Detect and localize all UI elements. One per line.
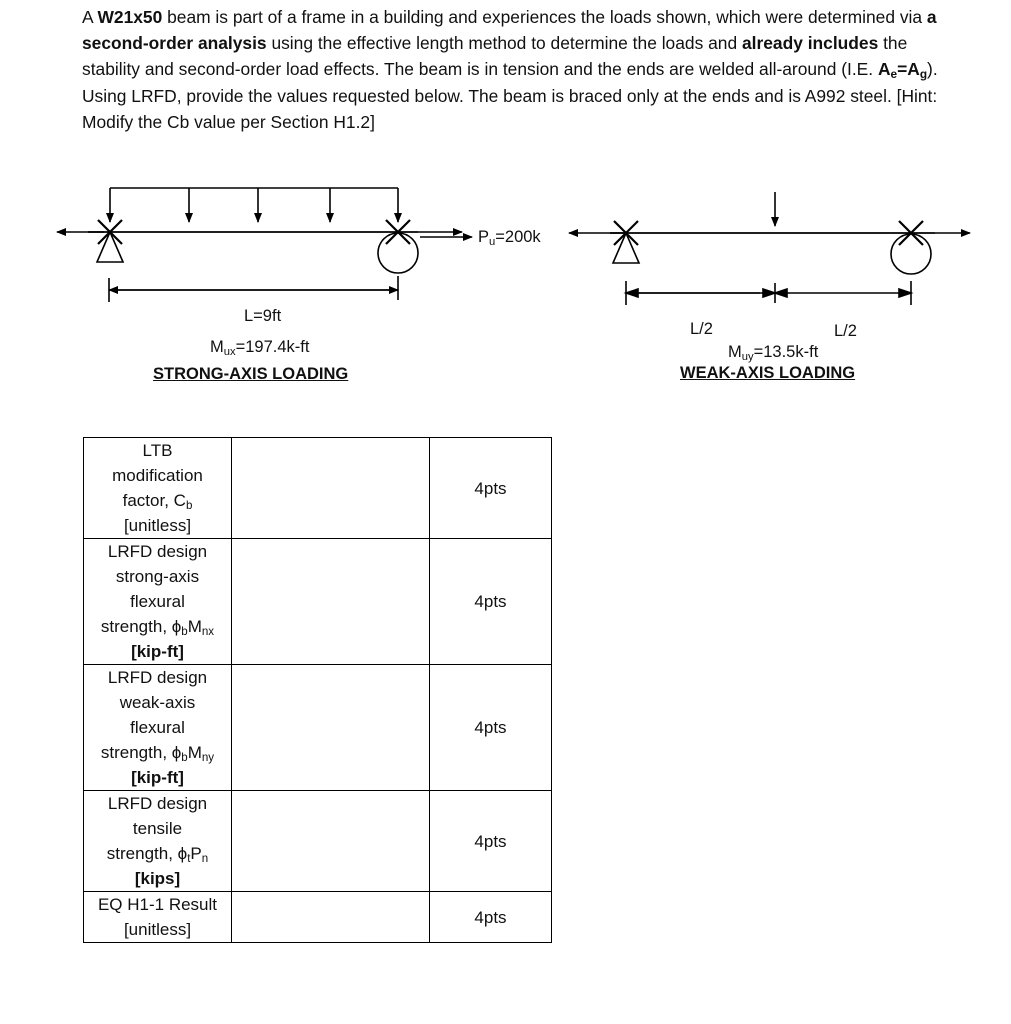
- weak-axis-title: WEAK-AXIS LOADING: [680, 364, 856, 382]
- answer-cell[interactable]: [232, 791, 430, 892]
- half-span-right-label: L/2: [834, 322, 857, 340]
- beam-diagrams: [0, 0, 1011, 430]
- table-row: [84, 665, 552, 791]
- points-cell: 4pts: [430, 438, 552, 539]
- strong-axis-title: STRONG-AXIS LOADING: [153, 365, 349, 383]
- answer-table: [83, 437, 552, 943]
- emphasis-second-order: a second-order analysis: [82, 7, 937, 54]
- row-label: EQ H1-1 Result [unitless]: [84, 892, 232, 943]
- table-row: [84, 539, 552, 665]
- answer-cell[interactable]: [232, 892, 430, 943]
- emphasis-already-includes: already includes: [741, 33, 879, 54]
- table-row: [84, 438, 552, 539]
- half-span-left-label: L/2: [690, 320, 713, 338]
- statement-text: A: [82, 7, 98, 27]
- roller-support-icon: [378, 233, 418, 273]
- row-label: LTB modification factor, $C_b$ [unitless]: [84, 438, 232, 539]
- pin-support-icon: [613, 233, 639, 263]
- points-cell: 4pts: [430, 892, 552, 943]
- row-label: LRFD design strong-axis flexural strength, $\phi_bM_{nx}$ [kip-ft]: [84, 539, 232, 665]
- answer-cell[interactable]: [232, 438, 430, 539]
- table-row: [84, 791, 552, 892]
- span-length-label: L=9ft: [244, 307, 282, 325]
- answer-cell[interactable]: [232, 539, 430, 665]
- pin-support-icon: [97, 232, 123, 262]
- distributed-load: [110, 188, 398, 222]
- statement-text: ). Using LRFD, provide the values requested below. The beam is braced only at the ends and is A992 steel. [Hint: Modify the Cb value per Section H1.2]: [82, 59, 938, 132]
- points-cell: 4pts: [430, 791, 552, 892]
- row-label: LRFD design tensile strength, $\phi_tP_n$ [kips]: [84, 791, 232, 892]
- weak-moment-label: $M_{uy}=13.5k-ft$: [728, 343, 819, 363]
- statement-text: beam is part of a frame in a building and experiences the loads shown, which were determined via: [162, 7, 927, 27]
- points-cell: 4pts: [430, 539, 552, 665]
- answer-cell[interactable]: [232, 665, 430, 791]
- axial-load-label: $P_u=200k$: [478, 228, 541, 248]
- area-equation: $A_e=A_g$: [877, 59, 928, 82]
- table-row: [84, 892, 552, 943]
- points-cell: 4pts: [430, 665, 552, 791]
- statement-text: the stability and second-order load effects. The beam is in tension and the ends are welded all-around (I.E.: [82, 33, 908, 80]
- strong-dimension-line: [109, 276, 398, 302]
- statement-text: using the effective length method to determine the loads and: [266, 33, 742, 54]
- strong-moment-label: $M_{ux}=197.4k-ft$: [210, 338, 310, 358]
- row-label: LRFD design weak-axis flexural strength, $\phi_bM_{ny}$ [kip-ft]: [84, 665, 232, 791]
- beam-section: W21x50: [97, 7, 163, 27]
- roller-support-icon: [891, 234, 931, 274]
- weak-dimension-line: [626, 281, 911, 305]
